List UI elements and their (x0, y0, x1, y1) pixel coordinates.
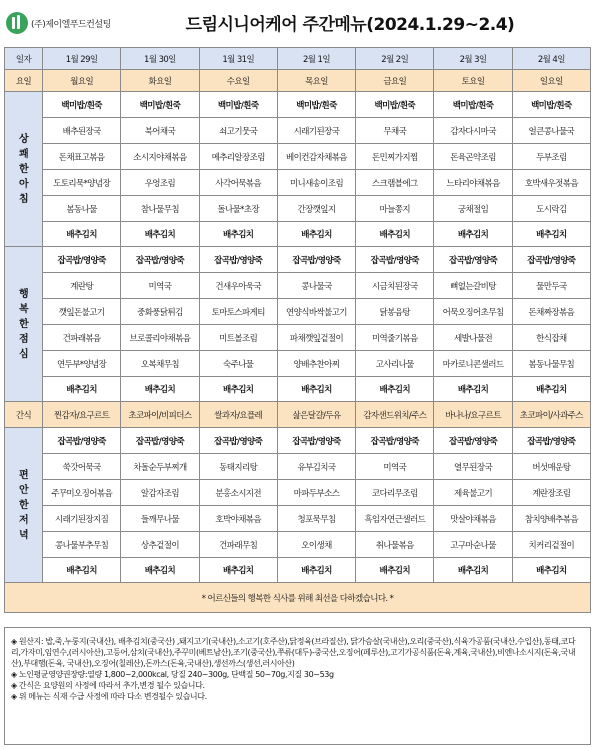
lunch-row (5, 247, 591, 273)
day-row (5, 70, 591, 92)
menu-item: 돈채짜장볶음 (512, 299, 590, 325)
menu-item: 도토리묵*양념장 (43, 170, 121, 196)
day-cell: 금요일 (356, 70, 434, 92)
breakfast-label (5, 92, 43, 247)
menu-item: 잡곡밥/영양죽 (356, 428, 434, 454)
dinner-label (5, 428, 43, 583)
menu-item: 배추김치 (277, 222, 355, 247)
menu-item: 중화풍닭튀김 (121, 299, 199, 325)
menu-item: 어묵오징어초무침 (434, 299, 512, 325)
menu-item: 마파두부소스 (277, 480, 355, 506)
weekly-menu-table (4, 47, 591, 613)
menu-item: 연양식바싹불고기 (277, 299, 355, 325)
menu-item: 주꾸미오징어볶음 (43, 480, 121, 506)
menu-item: 우엉조림 (121, 170, 199, 196)
menu-item: 쑥갓어묵국 (43, 454, 121, 480)
date-label: 일자 (5, 48, 43, 70)
menu-item: 배추김치 (434, 377, 512, 402)
menu-item: 잡곡밥/영양죽 (277, 247, 355, 273)
menu-item: 백미밥/흰죽 (199, 92, 277, 118)
menu-item: 스크램블에그 (356, 170, 434, 196)
menu-item: 백미밥/흰죽 (512, 92, 590, 118)
menu-item: 백미밥/흰죽 (277, 92, 355, 118)
menu-item: 흑임자연근샐러드 (356, 506, 434, 532)
breakfast-label-char: 상 (18, 133, 29, 145)
menu-item: 맛살야채볶음 (434, 506, 512, 532)
menu-item: 열무된장국 (434, 454, 512, 480)
menu-item: 배추김치 (512, 377, 590, 402)
note-line: ◈ 노인평균영양권장량:열량 1,800~2,000kcal, 당질 240~300g, 단백질 50~70g,지질 30~53g (11, 670, 334, 679)
menu-item: 차돌순두부찌개 (121, 454, 199, 480)
snack-item: 바나나/요구르트 (434, 402, 512, 428)
menu-item: 치커리겉절이 (512, 532, 590, 558)
menu-item: 물만두국 (512, 273, 590, 299)
breakfast-row (5, 170, 591, 196)
menu-item: 콩나물부추무침 (43, 532, 121, 558)
snack-row (5, 402, 591, 428)
menu-item: 도시락김 (512, 196, 590, 222)
menu-item: 호박새우젓볶음 (512, 170, 590, 196)
menu-item: 잡곡밥/영양죽 (434, 247, 512, 273)
menu-item: 취나물볶음 (356, 532, 434, 558)
menu-item: 베이컨감자채볶음 (277, 144, 355, 170)
menu-item: 고사리나물 (356, 351, 434, 377)
menu-item: 봄동나물무침 (512, 351, 590, 377)
menu-item: 돈육곤약조림 (434, 144, 512, 170)
menu-item: 배추김치 (121, 377, 199, 402)
menu-item: 파채깻잎겉절이 (277, 325, 355, 351)
note-line: ◈ 원산지: 밥,죽,누룽지(국내산), 배추김치(중국산) ,돼지고기(국내산),소고기(호주산),닭정육(브라질산), 닭가슴살(국내산),오리(중국산),식육가공품(국내산,수입산),동태,코다리,가자미,임연수,(러시아산),고등어,삼치(국내산),주꾸미(베트남산),조기(중국산),쭈류(대두)-중국산,오징어(페루산),고기가공식품(돈육,계육,국내산),비엔나소시지(돈육,국내산),부대햄(돈육, 국내산),오징어(칠레산),돈까스(돈육,국내산),생선까스(생선,러시아산) (11, 637, 576, 668)
menu-item: 백미밥/흰죽 (434, 92, 512, 118)
menu-item: 배추김치 (356, 558, 434, 583)
menu-item: 배추김치 (199, 377, 277, 402)
menu-item: 잡곡밥/영양죽 (199, 247, 277, 273)
menu-item: 콩나물국 (277, 273, 355, 299)
breakfast-label-char: 한 (18, 163, 29, 175)
menu-item: 분홍소시지전 (199, 480, 277, 506)
menu-item: 돌나물*초장 (199, 196, 277, 222)
menu-item: 무채국 (356, 118, 434, 144)
breakfast-row (5, 92, 591, 118)
menu-item: 고구마순나물 (434, 532, 512, 558)
snack-item: 감자샌드위치/주스 (356, 402, 434, 428)
menu-item: 잡곡밥/영양죽 (43, 247, 121, 273)
menu-item: 북어채국 (121, 118, 199, 144)
menu-item: 배추김치 (356, 222, 434, 247)
menu-item: 한식잡채 (512, 325, 590, 351)
menu-item: 코다리무조림 (356, 480, 434, 506)
lunch-row (5, 351, 591, 377)
dinner-row (5, 506, 591, 532)
menu-item: 사각어묵볶음 (199, 170, 277, 196)
breakfast-row (5, 118, 591, 144)
menu-item: 배추김치 (199, 558, 277, 583)
menu-item: 건파래무침 (199, 532, 277, 558)
menu-item: 시래기된장지짐 (43, 506, 121, 532)
dinner-label-char: 한 (18, 499, 29, 511)
menu-item: 배추김치 (199, 222, 277, 247)
page-header (0, 0, 595, 46)
menu-item: 들깨무나물 (121, 506, 199, 532)
menu-item: 봄동나물 (43, 196, 121, 222)
menu-item: 배추김치 (356, 377, 434, 402)
menu-item: 배추김치 (434, 558, 512, 583)
menu-item: 소시지야채볶음 (121, 144, 199, 170)
menu-item: 돈민찌가지찜 (356, 144, 434, 170)
date-row (5, 48, 591, 70)
menu-item: 잡곡밥/영양죽 (121, 247, 199, 273)
snack-label: 간식 (5, 402, 43, 428)
menu-item: 잡곡밥/영양죽 (434, 428, 512, 454)
menu-item: 잡곡밥/영양죽 (43, 428, 121, 454)
menu-item: 미역국 (121, 273, 199, 299)
menu-item: 잡곡밥/영양죽 (512, 247, 590, 273)
menu-item: 뼈없는갈비탕 (434, 273, 512, 299)
notice-row (5, 583, 591, 613)
menu-item: 배추김치 (512, 558, 590, 583)
menu-item: 잡곡밥/영양죽 (277, 428, 355, 454)
menu-item: 숙주나물 (199, 351, 277, 377)
menu-item: 미니새송이조림 (277, 170, 355, 196)
dinner-label-char: 녁 (18, 529, 29, 541)
logo-text: (주)제이엘푸드컨설팅 (31, 19, 111, 30)
menu-item: 배추김치 (43, 377, 121, 402)
menu-item: 계란탕 (43, 273, 121, 299)
menu-item: 참나물무침 (121, 196, 199, 222)
menu-item: 배추김치 (43, 222, 121, 247)
snack-item: 초코파이/비피더스 (121, 402, 199, 428)
menu-item: 궁채절임 (434, 196, 512, 222)
menu-item: 브로콜리야채볶음 (121, 325, 199, 351)
menu-item: 배추김치 (121, 222, 199, 247)
dinner-label-char: 안 (18, 484, 29, 496)
day-cell: 화요일 (121, 70, 199, 92)
menu-item: 배추김치 (434, 222, 512, 247)
note-line: ◈ 간식은 요양원의 사정에 따라서 추가,변경 될수 있습니다. (11, 681, 205, 690)
menu-item: 동태지리탕 (199, 454, 277, 480)
snack-item: 삶은달걀/두유 (277, 402, 355, 428)
breakfast-row (5, 222, 591, 247)
snack-item: 쌀과자/요플레 (199, 402, 277, 428)
company-logo (6, 12, 111, 34)
menu-item: 미역국 (356, 454, 434, 480)
page-title: 드림시니어케어 주간메뉴(2024.1.29~2.4) (185, 15, 515, 35)
lunch-label-char: 한 (18, 318, 29, 330)
menu-item: 백미밥/흰죽 (121, 92, 199, 118)
date-cell: 2월 3일 (434, 48, 512, 70)
menu-item: 오이생채 (277, 532, 355, 558)
menu-item: 연두부*양념장 (43, 351, 121, 377)
dinner-label-char: 편 (18, 469, 29, 481)
menu-item: 시래기된장국 (277, 118, 355, 144)
menu-item: 깻잎돈불고기 (43, 299, 121, 325)
logo-icon (6, 12, 28, 34)
notice-text: * 어르신들의 행복한 식사를 위해 최선을 다하겠습니다. * (5, 583, 591, 613)
menu-item: 계란장조림 (512, 480, 590, 506)
lunch-label-char: 점 (18, 333, 29, 345)
date-cell: 2월 2일 (356, 48, 434, 70)
menu-item: 버섯매운탕 (512, 454, 590, 480)
menu-item: 돈채표고볶음 (43, 144, 121, 170)
menu-item: 잡곡밥/영양죽 (199, 428, 277, 454)
menu-item: 상추겉절이 (121, 532, 199, 558)
day-label: 요일 (5, 70, 43, 92)
lunch-label-char: 심 (18, 348, 29, 360)
day-cell: 수요일 (199, 70, 277, 92)
menu-item: 감자다시마국 (434, 118, 512, 144)
menu-item: 배추김치 (277, 558, 355, 583)
notes-section (4, 627, 591, 745)
menu-item: 제육불고기 (434, 480, 512, 506)
menu-item: 건파래볶음 (43, 325, 121, 351)
menu-item: 느타리야채볶음 (434, 170, 512, 196)
breakfast-row (5, 144, 591, 170)
menu-item: 청포묵무침 (277, 506, 355, 532)
day-cell: 토요일 (434, 70, 512, 92)
date-cell: 2월 4일 (512, 48, 590, 70)
menu-item: 배추김치 (121, 558, 199, 583)
menu-item: 건새우아욱국 (199, 273, 277, 299)
menu-item: 유부김치국 (277, 454, 355, 480)
menu-item: 배추된장국 (43, 118, 121, 144)
date-cell: 1월 31일 (199, 48, 277, 70)
menu-item: 참치양배추볶음 (512, 506, 590, 532)
menu-item: 배추김치 (43, 558, 121, 583)
menu-item: 배추김치 (512, 222, 590, 247)
breakfast-label-char: 아 (18, 178, 29, 190)
menu-item: 시금치된장국 (356, 273, 434, 299)
menu-item: 두부조림 (512, 144, 590, 170)
date-cell: 1월 29일 (43, 48, 121, 70)
lunch-row (5, 273, 591, 299)
lunch-row (5, 299, 591, 325)
lunch-label-char: 복 (18, 303, 29, 315)
menu-item: 메추리알장조림 (199, 144, 277, 170)
dinner-row (5, 532, 591, 558)
menu-item: 마카로니콘샐러드 (434, 351, 512, 377)
menu-item: 미역줄기볶음 (356, 325, 434, 351)
dinner-label-char: 저 (18, 514, 29, 526)
dinner-row (5, 480, 591, 506)
day-cell: 월요일 (43, 70, 121, 92)
menu-item: 양배추찬아찌 (277, 351, 355, 377)
menu-item: 알감자조림 (121, 480, 199, 506)
snack-item: 찐감자/요구르트 (43, 402, 121, 428)
date-cell: 2월 1일 (277, 48, 355, 70)
menu-item: 얼큰콩나물국 (512, 118, 590, 144)
menu-item: 닭봉음탕 (356, 299, 434, 325)
breakfast-label-char: 침 (18, 193, 29, 205)
menu-item: 쇠고기뭇국 (199, 118, 277, 144)
note-line: ◈ 위 메뉴는 식재 수급 사정에 따라 다소 변경될수 있습니다. (11, 692, 207, 701)
lunch-row (5, 325, 591, 351)
menu-item: 백미밥/흰죽 (356, 92, 434, 118)
day-cell: 목요일 (277, 70, 355, 92)
menu-item: 호박야채볶음 (199, 506, 277, 532)
snack-item: 초코파이/사과주스 (512, 402, 590, 428)
day-cell: 일요일 (512, 70, 590, 92)
menu-item: 미트볼조림 (199, 325, 277, 351)
dinner-row (5, 558, 591, 583)
menu-item: 간장깻잎지 (277, 196, 355, 222)
lunch-row (5, 377, 591, 402)
menu-item: 오복채무침 (121, 351, 199, 377)
menu-item: 잡곡밥/영양죽 (121, 428, 199, 454)
menu-item: 배추김치 (277, 377, 355, 402)
menu-item: 마늘쫑지 (356, 196, 434, 222)
menu-item: 잡곡밥/영양죽 (356, 247, 434, 273)
menu-item: 세발나물전 (434, 325, 512, 351)
breakfast-row (5, 196, 591, 222)
lunch-label-char: 행 (18, 288, 29, 300)
menu-item: 백미밥/흰죽 (43, 92, 121, 118)
menu-item: 잡곡밥/영양죽 (512, 428, 590, 454)
dinner-row (5, 454, 591, 480)
lunch-label (5, 247, 43, 402)
dinner-row (5, 428, 591, 454)
menu-item: 토마토스파게티 (199, 299, 277, 325)
date-cell: 1월 30일 (121, 48, 199, 70)
breakfast-label-char: 쾌 (18, 148, 29, 160)
